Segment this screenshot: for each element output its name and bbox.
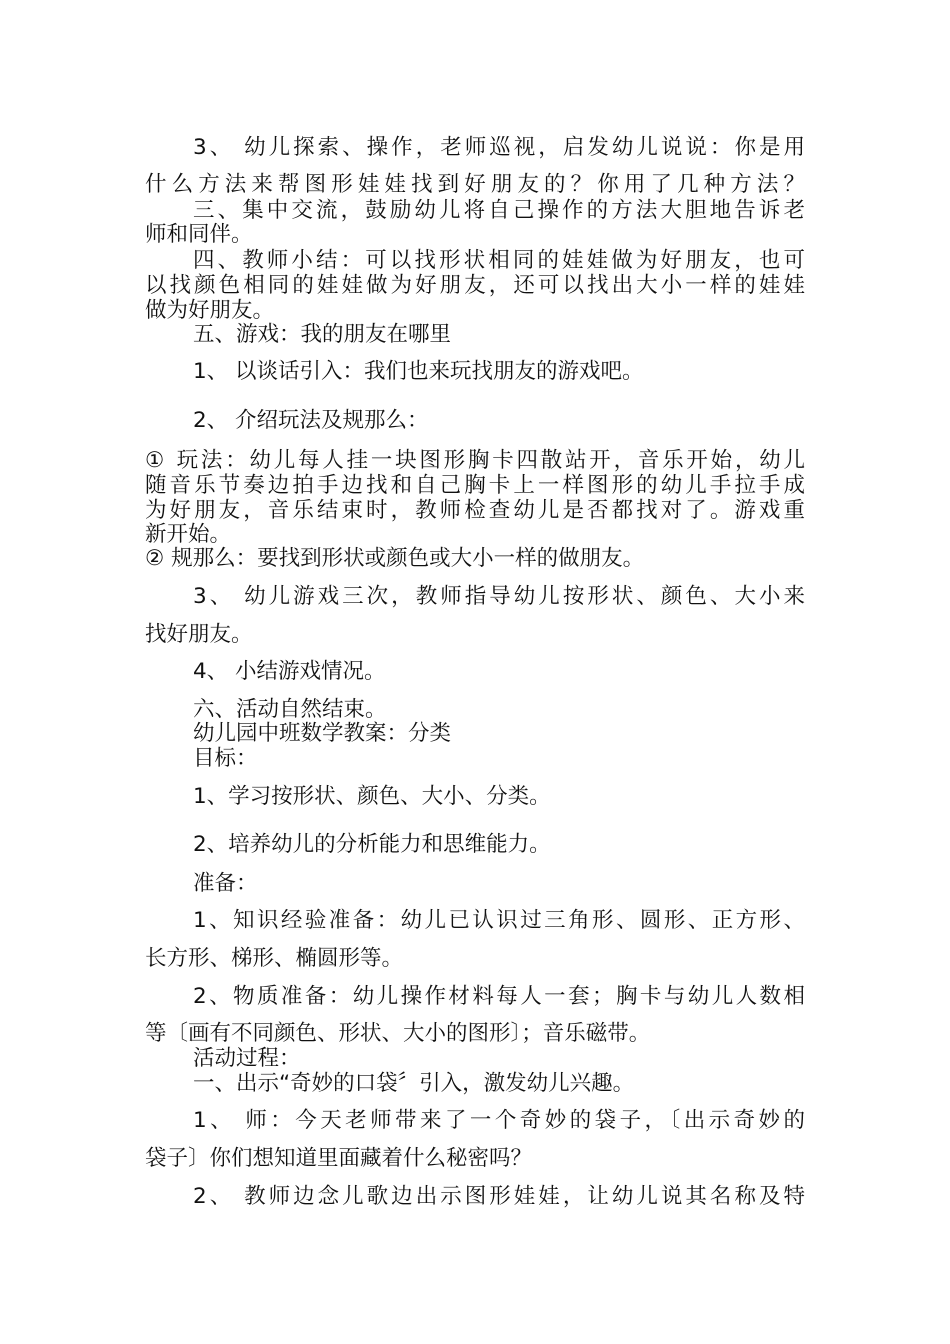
text-line: 做为好朋友。 (145, 298, 275, 323)
text-line: 1、学习按形状、颜色、大小、分类。 (193, 784, 551, 809)
text-line: 什么方法来帮图形娃娃找到好朋友的？你用了几种方法？ (145, 172, 805, 197)
text-line: 长方形、梯形、椭圆形等。 (145, 946, 404, 971)
text-line: ① 玩法：幼儿每人挂一块图形胸卡四散站开，音乐开始，幼儿 (145, 448, 805, 473)
text-line: 一、出示“奇妙的口袋〞引入，激发幼儿兴趣。 (193, 1071, 635, 1096)
text-line: 3、 幼儿探索、操作，老师巡视，启发幼儿说说：你是用 (193, 135, 805, 160)
text-line: 以找颜色相同的娃娃做为好朋友，还可以找出大小一样的娃娃 (145, 273, 805, 298)
text-line: 三、集中交流，鼓励幼儿将自己操作的方法大胆地告诉老 (193, 198, 805, 223)
text-line: 为好朋友，音乐结束时，教师检查幼儿是否都找对了。游戏重 (145, 498, 805, 523)
text-line: 4、 小结游戏情况。 (193, 659, 386, 684)
text-line: 六、活动自然结束。 (193, 697, 387, 722)
text-line: 目标： (193, 746, 258, 771)
text-line: 1、 以谈话引入：我们也来玩找朋友的游戏吧。 (193, 359, 644, 384)
text-line: 等〔画有不同颜色、形状、大小的图形〕；音乐磁带。 (145, 1021, 651, 1046)
text-line: 1、 师：今天老师带来了一个奇妙的袋子，〔出示奇妙的 (193, 1108, 805, 1133)
text-line: 袋子〕你们想知道里面藏着什么秘密吗？ (145, 1146, 533, 1171)
text-line: 新开始。 (145, 522, 232, 547)
text-line: 1、知识经验准备：幼儿已认识过三角形、圆形、正方形、 (193, 908, 805, 933)
text-line: 准备： (193, 871, 258, 896)
text-line: 随音乐节奏边拍手边找和自己胸卡上一样图形的幼儿手拉手成 (145, 473, 805, 498)
text-line: 师和同伴。 (145, 222, 253, 247)
text-line: 3、 幼儿游戏三次，教师指导幼儿按形状、颜色、大小来 (193, 584, 805, 609)
text-line: 找好朋友。 (145, 622, 253, 647)
text-line: ② 规那么：要找到形状或颜色或大小一样的做朋友。 (145, 546, 645, 571)
text-line: 四、教师小结：可以找形状相同的娃娃做为好朋友，也可 (193, 248, 805, 273)
text-line: 2、物质准备：幼儿操作材料每人一套；胸卡与幼儿人数相 (193, 984, 805, 1009)
text-line: 五、游戏：我的朋友在哪里 (193, 322, 452, 347)
text-line: 幼儿园中班数学教案：分类 (193, 721, 452, 746)
text-line: 2、 教师边念儿歌边出示图形娃娃，让幼儿说其名称及特 (193, 1184, 805, 1209)
text-line: 2、 介绍玩法及规那么： (193, 408, 429, 433)
text-line: 活动过程： (193, 1046, 301, 1071)
text-line: 2、培养幼儿的分析能力和思维能力。 (193, 832, 551, 857)
